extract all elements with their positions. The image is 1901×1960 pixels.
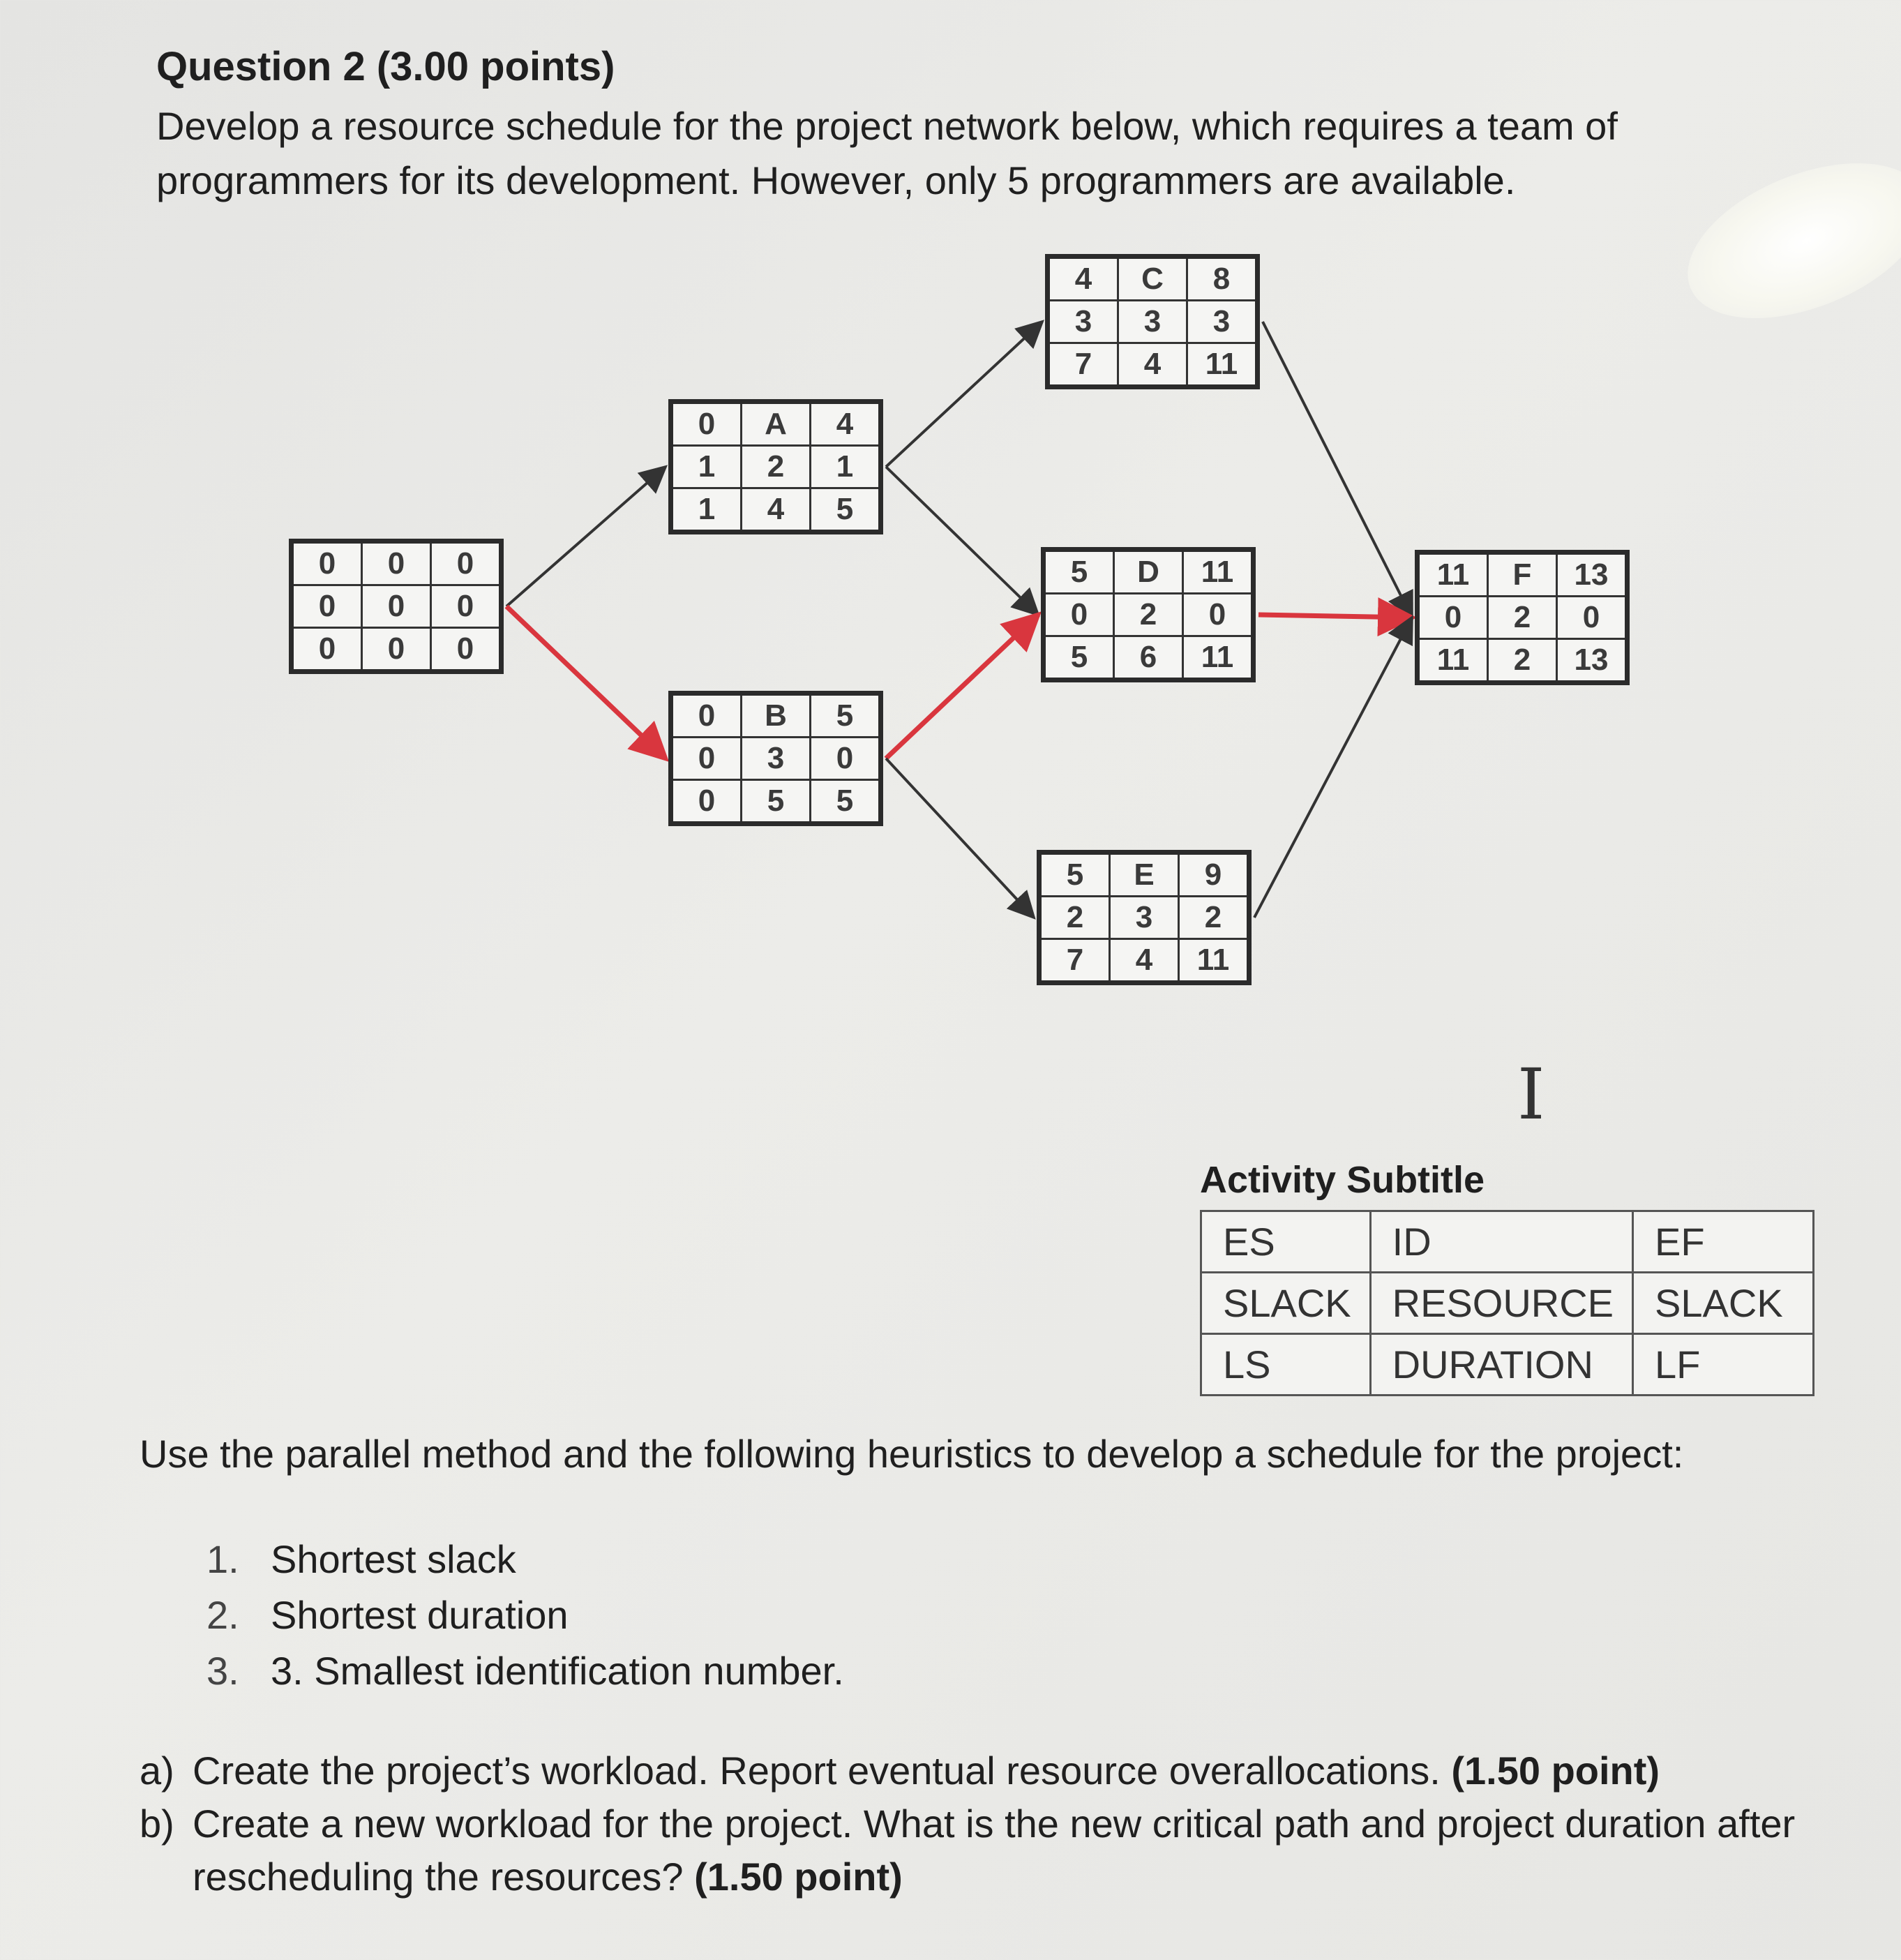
legend-lf: LF <box>1633 1334 1814 1396</box>
node-a-es: 0 <box>671 402 742 446</box>
node-d-es: 5 <box>1044 550 1114 594</box>
part-label: b) <box>140 1802 174 1846</box>
edge-a-to-d <box>886 467 1038 615</box>
node-a-slack-left: 1 <box>671 446 742 488</box>
list-item <box>140 1797 1828 1903</box>
node-e-lf: 11 <box>1179 939 1249 983</box>
heuristic-number: 2. <box>206 1593 239 1637</box>
part-points: (1.50 point) <box>694 1855 903 1899</box>
legend-es: ES <box>1201 1211 1371 1273</box>
node-a-slack-right: 1 <box>811 446 881 488</box>
method-instructions: Use the parallel method and the following heuristics to develop a schedule for the project: <box>140 1432 1684 1476</box>
legend-table <box>1200 1210 1814 1396</box>
node-b-id: B <box>742 694 811 738</box>
legend-title: Activity Subtitle <box>1200 1159 1485 1201</box>
node-a-resource: 2 <box>742 446 811 488</box>
heuristic-text: Shortest slack <box>271 1537 516 1581</box>
node-f-id: F <box>1488 553 1557 597</box>
node-f-es: 11 <box>1418 553 1488 597</box>
node-c-slack-left: 3 <box>1048 301 1118 343</box>
node-start-ls: 0 <box>292 628 362 672</box>
node-e-resource: 3 <box>1110 897 1179 939</box>
question-parts <box>140 1744 1828 1903</box>
node-start-lf: 0 <box>431 628 502 672</box>
node-f-ef: 13 <box>1557 553 1628 597</box>
node-start <box>289 539 504 674</box>
edge-b-to-d-critical <box>886 615 1038 758</box>
edge-e-to-f <box>1254 618 1412 918</box>
node-start-slack-right: 0 <box>431 585 502 628</box>
node-e-id: E <box>1110 853 1179 897</box>
legend-id: ID <box>1370 1211 1632 1273</box>
node-c-ef: 8 <box>1187 257 1258 301</box>
part-text: Create the project’s workload. Report eventual resource overallocations. <box>193 1749 1441 1793</box>
node-e-es: 5 <box>1039 853 1110 897</box>
node-c-slack-right: 3 <box>1187 301 1258 343</box>
part-points: (1.50 point) <box>1451 1749 1660 1793</box>
node-a-ef: 4 <box>811 402 881 446</box>
node-start-resource: 0 <box>362 585 431 628</box>
question-intro: Develop a resource schedule for the project network below, which requires a team of programmers for its development. However, only 5 programmers are available. <box>156 104 1618 202</box>
legend-ef: EF <box>1633 1211 1814 1273</box>
node-start-slack-left: 0 <box>292 585 362 628</box>
list-item <box>206 1643 844 1699</box>
node-d-id: D <box>1114 550 1183 594</box>
edge-start-to-a <box>506 467 666 606</box>
legend-slack-right: SLACK <box>1633 1273 1814 1334</box>
text-cursor-icon: I <box>1517 1054 1545 1135</box>
node-activity-c <box>1045 254 1260 389</box>
legend-resource: RESOURCE <box>1370 1273 1632 1334</box>
node-f-slack-right: 0 <box>1557 597 1628 639</box>
node-a-lf: 5 <box>811 488 881 532</box>
heuristic-text: 3. Smallest identification number. <box>271 1649 844 1693</box>
node-d-resource: 2 <box>1114 594 1183 636</box>
list-item <box>206 1587 844 1643</box>
edge-b-to-e <box>886 758 1034 918</box>
node-b-ls: 0 <box>671 780 742 824</box>
node-f-duration: 2 <box>1488 639 1557 683</box>
node-e-slack-left: 2 <box>1039 897 1110 939</box>
legend-duration: DURATION <box>1370 1334 1632 1396</box>
node-activity-b <box>668 691 883 826</box>
node-d-ls: 5 <box>1044 636 1114 680</box>
node-a-id: A <box>742 402 811 446</box>
node-a-duration: 4 <box>742 488 811 532</box>
node-f-slack-left: 0 <box>1418 597 1488 639</box>
heuristic-number: 1. <box>206 1537 239 1581</box>
edge-d-to-f-critical <box>1258 615 1412 618</box>
node-b-slack-right: 0 <box>811 738 881 780</box>
node-activity-d <box>1041 547 1256 682</box>
node-d-slack-right: 0 <box>1183 594 1254 636</box>
heuristics-list <box>206 1532 844 1699</box>
node-start-id: 0 <box>362 541 431 585</box>
node-e-duration: 4 <box>1110 939 1179 983</box>
edge-start-to-b-critical <box>506 606 666 758</box>
node-b-resource: 3 <box>742 738 811 780</box>
node-f-resource: 2 <box>1488 597 1557 639</box>
node-b-lf: 5 <box>811 780 881 824</box>
edge-c-to-f <box>1263 322 1412 618</box>
heuristic-number: 3. <box>206 1649 239 1693</box>
legend-ls: LS <box>1201 1334 1371 1396</box>
list-item <box>140 1744 1828 1797</box>
node-e-ls: 7 <box>1039 939 1110 983</box>
node-b-duration: 5 <box>742 780 811 824</box>
node-activity-f <box>1415 550 1630 685</box>
node-b-es: 0 <box>671 694 742 738</box>
node-start-es: 0 <box>292 541 362 585</box>
node-f-ls: 11 <box>1418 639 1488 683</box>
node-d-lf: 11 <box>1183 636 1254 680</box>
node-b-ef: 5 <box>811 694 881 738</box>
part-label: a) <box>140 1749 174 1793</box>
node-e-slack-right: 2 <box>1179 897 1249 939</box>
node-f-lf: 13 <box>1557 639 1628 683</box>
list-item <box>206 1532 844 1587</box>
node-c-resource: 3 <box>1118 301 1187 343</box>
node-e-ef: 9 <box>1179 853 1249 897</box>
node-c-duration: 4 <box>1118 343 1187 387</box>
question-title: Question 2 (3.00 points) <box>156 44 615 89</box>
node-start-duration: 0 <box>362 628 431 672</box>
node-c-ls: 7 <box>1048 343 1118 387</box>
activity-legend <box>1200 1158 1814 1396</box>
node-activity-a <box>668 399 883 534</box>
node-activity-e <box>1037 850 1252 985</box>
node-start-ef: 0 <box>431 541 502 585</box>
heuristic-text: Shortest duration <box>271 1593 569 1637</box>
node-d-slack-left: 0 <box>1044 594 1114 636</box>
node-b-slack-left: 0 <box>671 738 742 780</box>
part-text: Create a new workload for the project. What is the new critical path and project duration after rescheduling the resources? <box>193 1802 1796 1899</box>
legend-slack-left: SLACK <box>1201 1273 1371 1334</box>
node-c-es: 4 <box>1048 257 1118 301</box>
node-d-ef: 11 <box>1183 550 1254 594</box>
node-a-ls: 1 <box>671 488 742 532</box>
node-c-lf: 11 <box>1187 343 1258 387</box>
edge-a-to-c <box>886 322 1042 467</box>
node-c-id: C <box>1118 257 1187 301</box>
node-d-duration: 6 <box>1114 636 1183 680</box>
